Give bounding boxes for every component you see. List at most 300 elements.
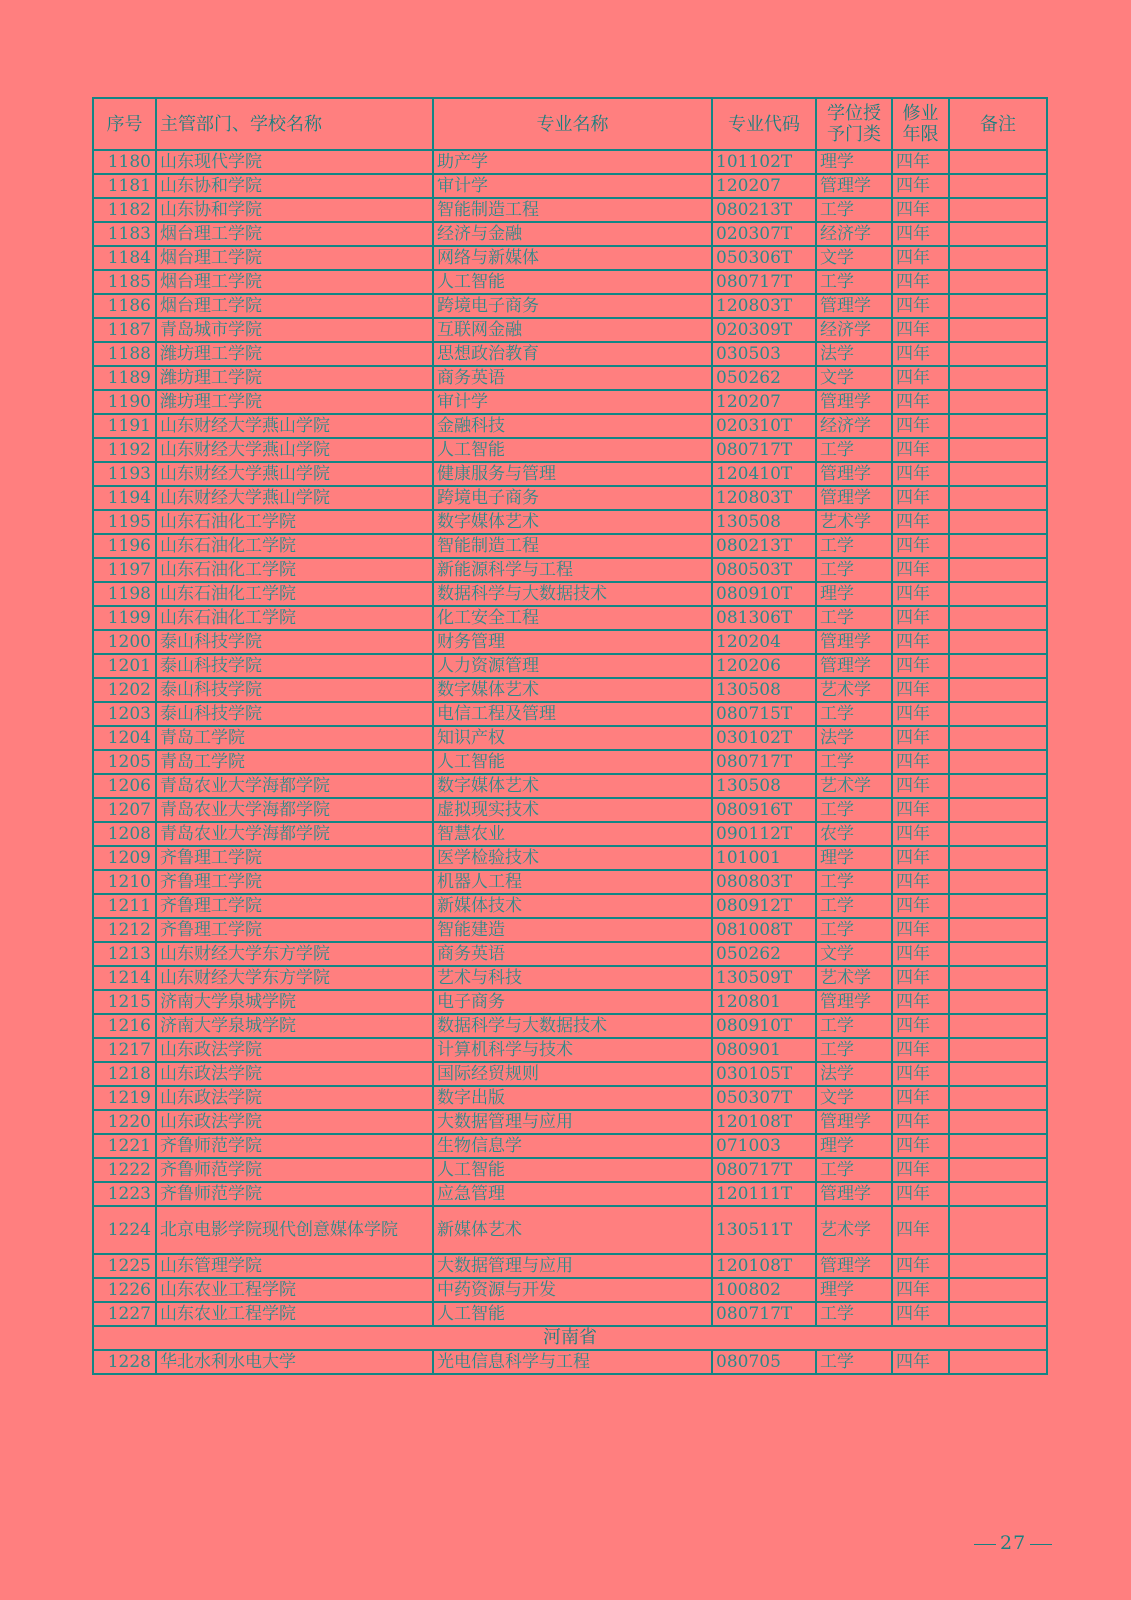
cell-school: 齐鲁师范学院: [156, 1134, 433, 1158]
page-number-value: 27: [1000, 1532, 1027, 1554]
page-number-dash-right: [1030, 1544, 1052, 1545]
cell-school: 山东财经大学燕山学院: [156, 462, 433, 486]
cell-code: 100802: [712, 1278, 816, 1302]
cell-school: 山东农业工程学院: [156, 1302, 433, 1326]
header-years: 修业年限: [892, 98, 949, 150]
table-row: [93, 318, 1047, 342]
cell-major: 审计学: [433, 390, 712, 414]
cell-code: 080910T: [712, 1014, 816, 1038]
table-row: [93, 174, 1047, 198]
cell-school: 青岛工学院: [156, 750, 433, 774]
cell-major: 互联网金融: [433, 318, 712, 342]
cell-code: 120803T: [712, 486, 816, 510]
cell-seq: 1214: [93, 966, 156, 990]
cell-major: 网络与新媒体: [433, 246, 712, 270]
table-row: [93, 1350, 1047, 1374]
cell-notes: [949, 462, 1047, 486]
cell-degree: 工学: [816, 894, 892, 918]
cell-degree: 工学: [816, 702, 892, 726]
cell-degree: 管理学: [816, 630, 892, 654]
cell-seq: 1206: [93, 774, 156, 798]
table-row: [93, 222, 1047, 246]
cell-code: 050262: [712, 366, 816, 390]
table-body-shandong: [93, 150, 1047, 1206]
cell-school: 山东石油化工学院: [156, 582, 433, 606]
cell-school: 青岛农业大学海都学院: [156, 822, 433, 846]
cell-degree: 理学: [816, 846, 892, 870]
cell-seq: 1228: [93, 1350, 156, 1374]
cell-degree: 管理学: [816, 390, 892, 414]
cell-years: 四年: [892, 366, 949, 390]
cell-code: 081306T: [712, 606, 816, 630]
cell-notes: [949, 486, 1047, 510]
cell-major: 新能源科学与工程: [433, 558, 712, 582]
cell-major: 跨境电子商务: [433, 294, 712, 318]
cell-school: 潍坊理工学院: [156, 390, 433, 414]
cell-major: 思想政治教育: [433, 342, 712, 366]
cell-major: 新媒体技术: [433, 894, 712, 918]
cell-major: 电信工程及管理: [433, 702, 712, 726]
cell-years: 四年: [892, 1350, 949, 1374]
cell-code: 120207: [712, 390, 816, 414]
cell-degree: 经济学: [816, 318, 892, 342]
table-row: [93, 390, 1047, 414]
cell-years: 四年: [892, 1254, 949, 1278]
cell-seq: 1185: [93, 270, 156, 294]
cell-seq: 1180: [93, 150, 156, 174]
header-major: 专业名称: [433, 98, 712, 150]
cell-seq: 1182: [93, 198, 156, 222]
cell-major: 跨境电子商务: [433, 486, 712, 510]
cell-school: 山东财经大学东方学院: [156, 942, 433, 966]
cell-degree: 工学: [816, 1038, 892, 1062]
cell-school: 北京电影学院现代创意媒体学院: [156, 1206, 433, 1254]
cell-code: 120410T: [712, 462, 816, 486]
cell-major: 数字媒体艺术: [433, 510, 712, 534]
cell-school: 山东石油化工学院: [156, 534, 433, 558]
page-number: [970, 1532, 1056, 1554]
cell-school: 山东政法学院: [156, 1110, 433, 1134]
cell-notes: [949, 702, 1047, 726]
cell-notes: [949, 558, 1047, 582]
header-code: 专业代码: [712, 98, 816, 150]
table-row: [93, 270, 1047, 294]
cell-seq: 1199: [93, 606, 156, 630]
cell-school: 齐鲁师范学院: [156, 1182, 433, 1206]
cell-notes: [949, 1086, 1047, 1110]
cell-school: 齐鲁理工学院: [156, 918, 433, 942]
cell-degree: 管理学: [816, 654, 892, 678]
cell-school: 济南大学泉城学院: [156, 1014, 433, 1038]
table-row: [93, 462, 1047, 486]
cell-code: 090112T: [712, 822, 816, 846]
cell-years: 四年: [892, 582, 949, 606]
cell-seq: 1202: [93, 678, 156, 702]
table-row: [93, 438, 1047, 462]
cell-code: 080715T: [712, 702, 816, 726]
cell-school: 青岛工学院: [156, 726, 433, 750]
cell-notes: [949, 1038, 1047, 1062]
table-row: [93, 630, 1047, 654]
cell-major: 数字媒体艺术: [433, 678, 712, 702]
cell-school: 青岛农业大学海都学院: [156, 798, 433, 822]
cell-seq: 1186: [93, 294, 156, 318]
header-seq: 序号: [93, 98, 156, 150]
cell-notes: [949, 198, 1047, 222]
table-row: [93, 510, 1047, 534]
cell-degree: 工学: [816, 1158, 892, 1182]
cell-major: 应急管理: [433, 1182, 712, 1206]
cell-major: 光电信息科学与工程: [433, 1350, 712, 1374]
cell-seq: 1183: [93, 222, 156, 246]
cell-seq: 1210: [93, 870, 156, 894]
cell-seq: 1218: [93, 1062, 156, 1086]
table-row: [93, 1254, 1047, 1278]
cell-years: 四年: [892, 1302, 949, 1326]
cell-seq: 1222: [93, 1158, 156, 1182]
cell-years: 四年: [892, 246, 949, 270]
cell-degree: 管理学: [816, 294, 892, 318]
cell-degree: 艺术学: [816, 510, 892, 534]
cell-school: 潍坊理工学院: [156, 342, 433, 366]
cell-seq: 1209: [93, 846, 156, 870]
cell-notes: [949, 966, 1047, 990]
cell-school: 烟台理工学院: [156, 222, 433, 246]
cell-years: 四年: [892, 1014, 949, 1038]
cell-school: 齐鲁师范学院: [156, 1158, 433, 1182]
cell-seq: 1207: [93, 798, 156, 822]
cell-school: 青岛城市学院: [156, 318, 433, 342]
cell-degree: 理学: [816, 1278, 892, 1302]
cell-notes: [949, 294, 1047, 318]
cell-notes: [949, 150, 1047, 174]
cell-notes: [949, 894, 1047, 918]
cell-years: 四年: [892, 150, 949, 174]
cell-major: 智能建造: [433, 918, 712, 942]
cell-notes: [949, 750, 1047, 774]
cell-seq: 1191: [93, 414, 156, 438]
cell-notes: [949, 342, 1047, 366]
cell-major: 大数据管理与应用: [433, 1254, 712, 1278]
cell-school: 济南大学泉城学院: [156, 990, 433, 1014]
cell-major: 艺术与科技: [433, 966, 712, 990]
cell-degree: 管理学: [816, 990, 892, 1014]
table-row: [93, 702, 1047, 726]
cell-notes: [949, 606, 1047, 630]
cell-degree: 法学: [816, 342, 892, 366]
cell-years: 四年: [892, 774, 949, 798]
table-row: [93, 582, 1047, 606]
cell-degree: 工学: [816, 798, 892, 822]
table-body-shandong-end: [93, 1254, 1047, 1326]
cell-code: 130508: [712, 678, 816, 702]
table-row: [93, 1278, 1047, 1302]
table-section-henan: [93, 1326, 1047, 1350]
cell-notes: [949, 366, 1047, 390]
cell-years: 四年: [892, 870, 949, 894]
cell-school: 山东石油化工学院: [156, 558, 433, 582]
cell-years: 四年: [892, 1206, 949, 1254]
cell-seq: 1203: [93, 702, 156, 726]
cell-notes: [949, 1278, 1047, 1302]
cell-major: 智能制造工程: [433, 534, 712, 558]
table-row: [93, 966, 1047, 990]
cell-school: 青岛农业大学海都学院: [156, 774, 433, 798]
cell-seq: 1215: [93, 990, 156, 1014]
cell-code: 130511T: [712, 1206, 816, 1254]
cell-major: 数字出版: [433, 1086, 712, 1110]
cell-major: 生物信息学: [433, 1134, 712, 1158]
cell-code: 050262: [712, 942, 816, 966]
cell-major: 大数据管理与应用: [433, 1110, 712, 1134]
cell-school: 烟台理工学院: [156, 294, 433, 318]
cell-major: 中药资源与开发: [433, 1278, 712, 1302]
cell-seq: 1190: [93, 390, 156, 414]
table-row: [93, 198, 1047, 222]
table-row: [93, 414, 1047, 438]
cell-code: 080717T: [712, 1158, 816, 1182]
cell-major: 医学检验技术: [433, 846, 712, 870]
cell-years: 四年: [892, 1110, 949, 1134]
cell-seq: 1198: [93, 582, 156, 606]
cell-degree: 管理学: [816, 462, 892, 486]
cell-notes: [949, 1254, 1047, 1278]
cell-code: 050307T: [712, 1086, 816, 1110]
cell-notes: [949, 1110, 1047, 1134]
cell-code: 120803T: [712, 294, 816, 318]
cell-code: 130508: [712, 510, 816, 534]
table-row: [93, 342, 1047, 366]
cell-years: 四年: [892, 1182, 949, 1206]
cell-school: 山东管理学院: [156, 1254, 433, 1278]
cell-school: 泰山科技学院: [156, 678, 433, 702]
table-row: [93, 1206, 1047, 1254]
cell-seq: 1213: [93, 942, 156, 966]
table-row: [93, 558, 1047, 582]
table-row: [93, 1062, 1047, 1086]
cell-major: 人力资源管理: [433, 654, 712, 678]
cell-school: 山东财经大学燕山学院: [156, 438, 433, 462]
cell-degree: 农学: [816, 822, 892, 846]
cell-notes: [949, 1302, 1047, 1326]
cell-degree: 文学: [816, 942, 892, 966]
cell-degree: 文学: [816, 1086, 892, 1110]
cell-degree: 工学: [816, 534, 892, 558]
cell-degree: 艺术学: [816, 678, 892, 702]
cell-seq: 1195: [93, 510, 156, 534]
cell-notes: [949, 654, 1047, 678]
page-number-dash-left: [974, 1544, 996, 1545]
section-row-henan: [93, 1326, 1047, 1350]
table-row: [93, 1134, 1047, 1158]
cell-seq: 1184: [93, 246, 156, 270]
cell-code: 120801: [712, 990, 816, 1014]
cell-school: 烟台理工学院: [156, 270, 433, 294]
cell-degree: 法学: [816, 1062, 892, 1086]
cell-years: 四年: [892, 318, 949, 342]
cell-degree: 管理学: [816, 1182, 892, 1206]
cell-years: 四年: [892, 798, 949, 822]
cell-school: 山东政法学院: [156, 1062, 433, 1086]
table-row: [93, 606, 1047, 630]
cell-degree: 管理学: [816, 174, 892, 198]
table-row: [93, 486, 1047, 510]
cell-degree: 工学: [816, 750, 892, 774]
cell-degree: 工学: [816, 198, 892, 222]
cell-years: 四年: [892, 1278, 949, 1302]
cell-notes: [949, 726, 1047, 750]
cell-degree: 工学: [816, 558, 892, 582]
cell-notes: [949, 270, 1047, 294]
cell-code: 130508: [712, 774, 816, 798]
cell-major: 经济与金融: [433, 222, 712, 246]
cell-major: 审计学: [433, 174, 712, 198]
table-row: [93, 846, 1047, 870]
cell-code: 080916T: [712, 798, 816, 822]
table-header-row: [93, 98, 1047, 150]
table-row: [93, 918, 1047, 942]
cell-years: 四年: [892, 294, 949, 318]
cell-code: 080705: [712, 1350, 816, 1374]
cell-major: 机器人工程: [433, 870, 712, 894]
table-row: [93, 1182, 1047, 1206]
table-row: [93, 774, 1047, 798]
cell-code: 080213T: [712, 198, 816, 222]
cell-degree: 艺术学: [816, 774, 892, 798]
table-row: [93, 1086, 1047, 1110]
cell-years: 四年: [892, 654, 949, 678]
cell-degree: 文学: [816, 246, 892, 270]
cell-major: 人工智能: [433, 1302, 712, 1326]
cell-degree: 工学: [816, 270, 892, 294]
cell-seq: 1189: [93, 366, 156, 390]
cell-years: 四年: [892, 558, 949, 582]
cell-notes: [949, 870, 1047, 894]
cell-degree: 法学: [816, 726, 892, 750]
cell-degree: 经济学: [816, 222, 892, 246]
cell-notes: [949, 1182, 1047, 1206]
cell-degree: 工学: [816, 1350, 892, 1374]
table-row: [93, 1110, 1047, 1134]
cell-code: 030105T: [712, 1062, 816, 1086]
cell-notes: [949, 318, 1047, 342]
cell-degree: 文学: [816, 366, 892, 390]
cell-years: 四年: [892, 822, 949, 846]
cell-major: 健康服务与管理: [433, 462, 712, 486]
cell-seq: 1188: [93, 342, 156, 366]
cell-years: 四年: [892, 534, 949, 558]
cell-notes: [949, 942, 1047, 966]
cell-notes: [949, 1158, 1047, 1182]
cell-code: 080717T: [712, 750, 816, 774]
cell-notes: [949, 1206, 1047, 1254]
cell-school: 泰山科技学院: [156, 654, 433, 678]
cell-code: 101001: [712, 846, 816, 870]
cell-degree: 艺术学: [816, 966, 892, 990]
cell-major: 人工智能: [433, 1158, 712, 1182]
cell-code: 080717T: [712, 1302, 816, 1326]
cell-seq: 1211: [93, 894, 156, 918]
cell-seq: 1197: [93, 558, 156, 582]
cell-notes: [949, 246, 1047, 270]
cell-degree: 理学: [816, 150, 892, 174]
cell-major: 财务管理: [433, 630, 712, 654]
cell-notes: [949, 534, 1047, 558]
cell-seq: 1216: [93, 1014, 156, 1038]
cell-code: 081008T: [712, 918, 816, 942]
cell-years: 四年: [892, 750, 949, 774]
cell-seq: 1225: [93, 1254, 156, 1278]
cell-code: 050306T: [712, 246, 816, 270]
cell-years: 四年: [892, 198, 949, 222]
cell-major: 智能制造工程: [433, 198, 712, 222]
cell-school: 山东石油化工学院: [156, 510, 433, 534]
cell-major: 化工安全工程: [433, 606, 712, 630]
cell-school: 泰山科技学院: [156, 630, 433, 654]
cell-notes: [949, 222, 1047, 246]
cell-years: 四年: [892, 1158, 949, 1182]
cell-code: 080717T: [712, 270, 816, 294]
table-row: [93, 798, 1047, 822]
cell-major: 虚拟现实技术: [433, 798, 712, 822]
cell-years: 四年: [892, 702, 949, 726]
cell-major: 商务英语: [433, 366, 712, 390]
cell-seq: 1192: [93, 438, 156, 462]
cell-years: 四年: [892, 510, 949, 534]
cell-seq: 1194: [93, 486, 156, 510]
cell-years: 四年: [892, 630, 949, 654]
cell-code: 020307T: [712, 222, 816, 246]
cell-school: 华北水利水电大学: [156, 1350, 433, 1374]
cell-degree: 艺术学: [816, 1206, 892, 1254]
table-row: [93, 1038, 1047, 1062]
majors-table: [92, 97, 1048, 1375]
table-row: [93, 990, 1047, 1014]
cell-major: 商务英语: [433, 942, 712, 966]
cell-code: 020310T: [712, 414, 816, 438]
cell-school: 齐鲁理工学院: [156, 846, 433, 870]
cell-years: 四年: [892, 462, 949, 486]
cell-school: 山东现代学院: [156, 150, 433, 174]
cell-code: 080901: [712, 1038, 816, 1062]
cell-code: 120111T: [712, 1182, 816, 1206]
cell-code: 080717T: [712, 438, 816, 462]
cell-degree: 工学: [816, 918, 892, 942]
cell-years: 四年: [892, 1062, 949, 1086]
table-body-tall-row: [93, 1206, 1047, 1254]
cell-seq: 1221: [93, 1134, 156, 1158]
cell-years: 四年: [892, 342, 949, 366]
cell-degree: 工学: [816, 1014, 892, 1038]
cell-years: 四年: [892, 726, 949, 750]
cell-notes: [949, 918, 1047, 942]
cell-school: 山东财经大学东方学院: [156, 966, 433, 990]
cell-years: 四年: [892, 486, 949, 510]
cell-degree: 工学: [816, 606, 892, 630]
cell-major: 智慧农业: [433, 822, 712, 846]
cell-school: 齐鲁理工学院: [156, 870, 433, 894]
cell-seq: 1219: [93, 1086, 156, 1110]
table-body-henan: [93, 1350, 1047, 1374]
cell-notes: [949, 1014, 1047, 1038]
cell-notes: [949, 822, 1047, 846]
cell-major: 国际经贸规则: [433, 1062, 712, 1086]
cell-code: 120108T: [712, 1254, 816, 1278]
section-title: 河南省: [93, 1326, 1047, 1350]
cell-notes: [949, 1134, 1047, 1158]
cell-school: 山东协和学院: [156, 198, 433, 222]
cell-notes: [949, 438, 1047, 462]
